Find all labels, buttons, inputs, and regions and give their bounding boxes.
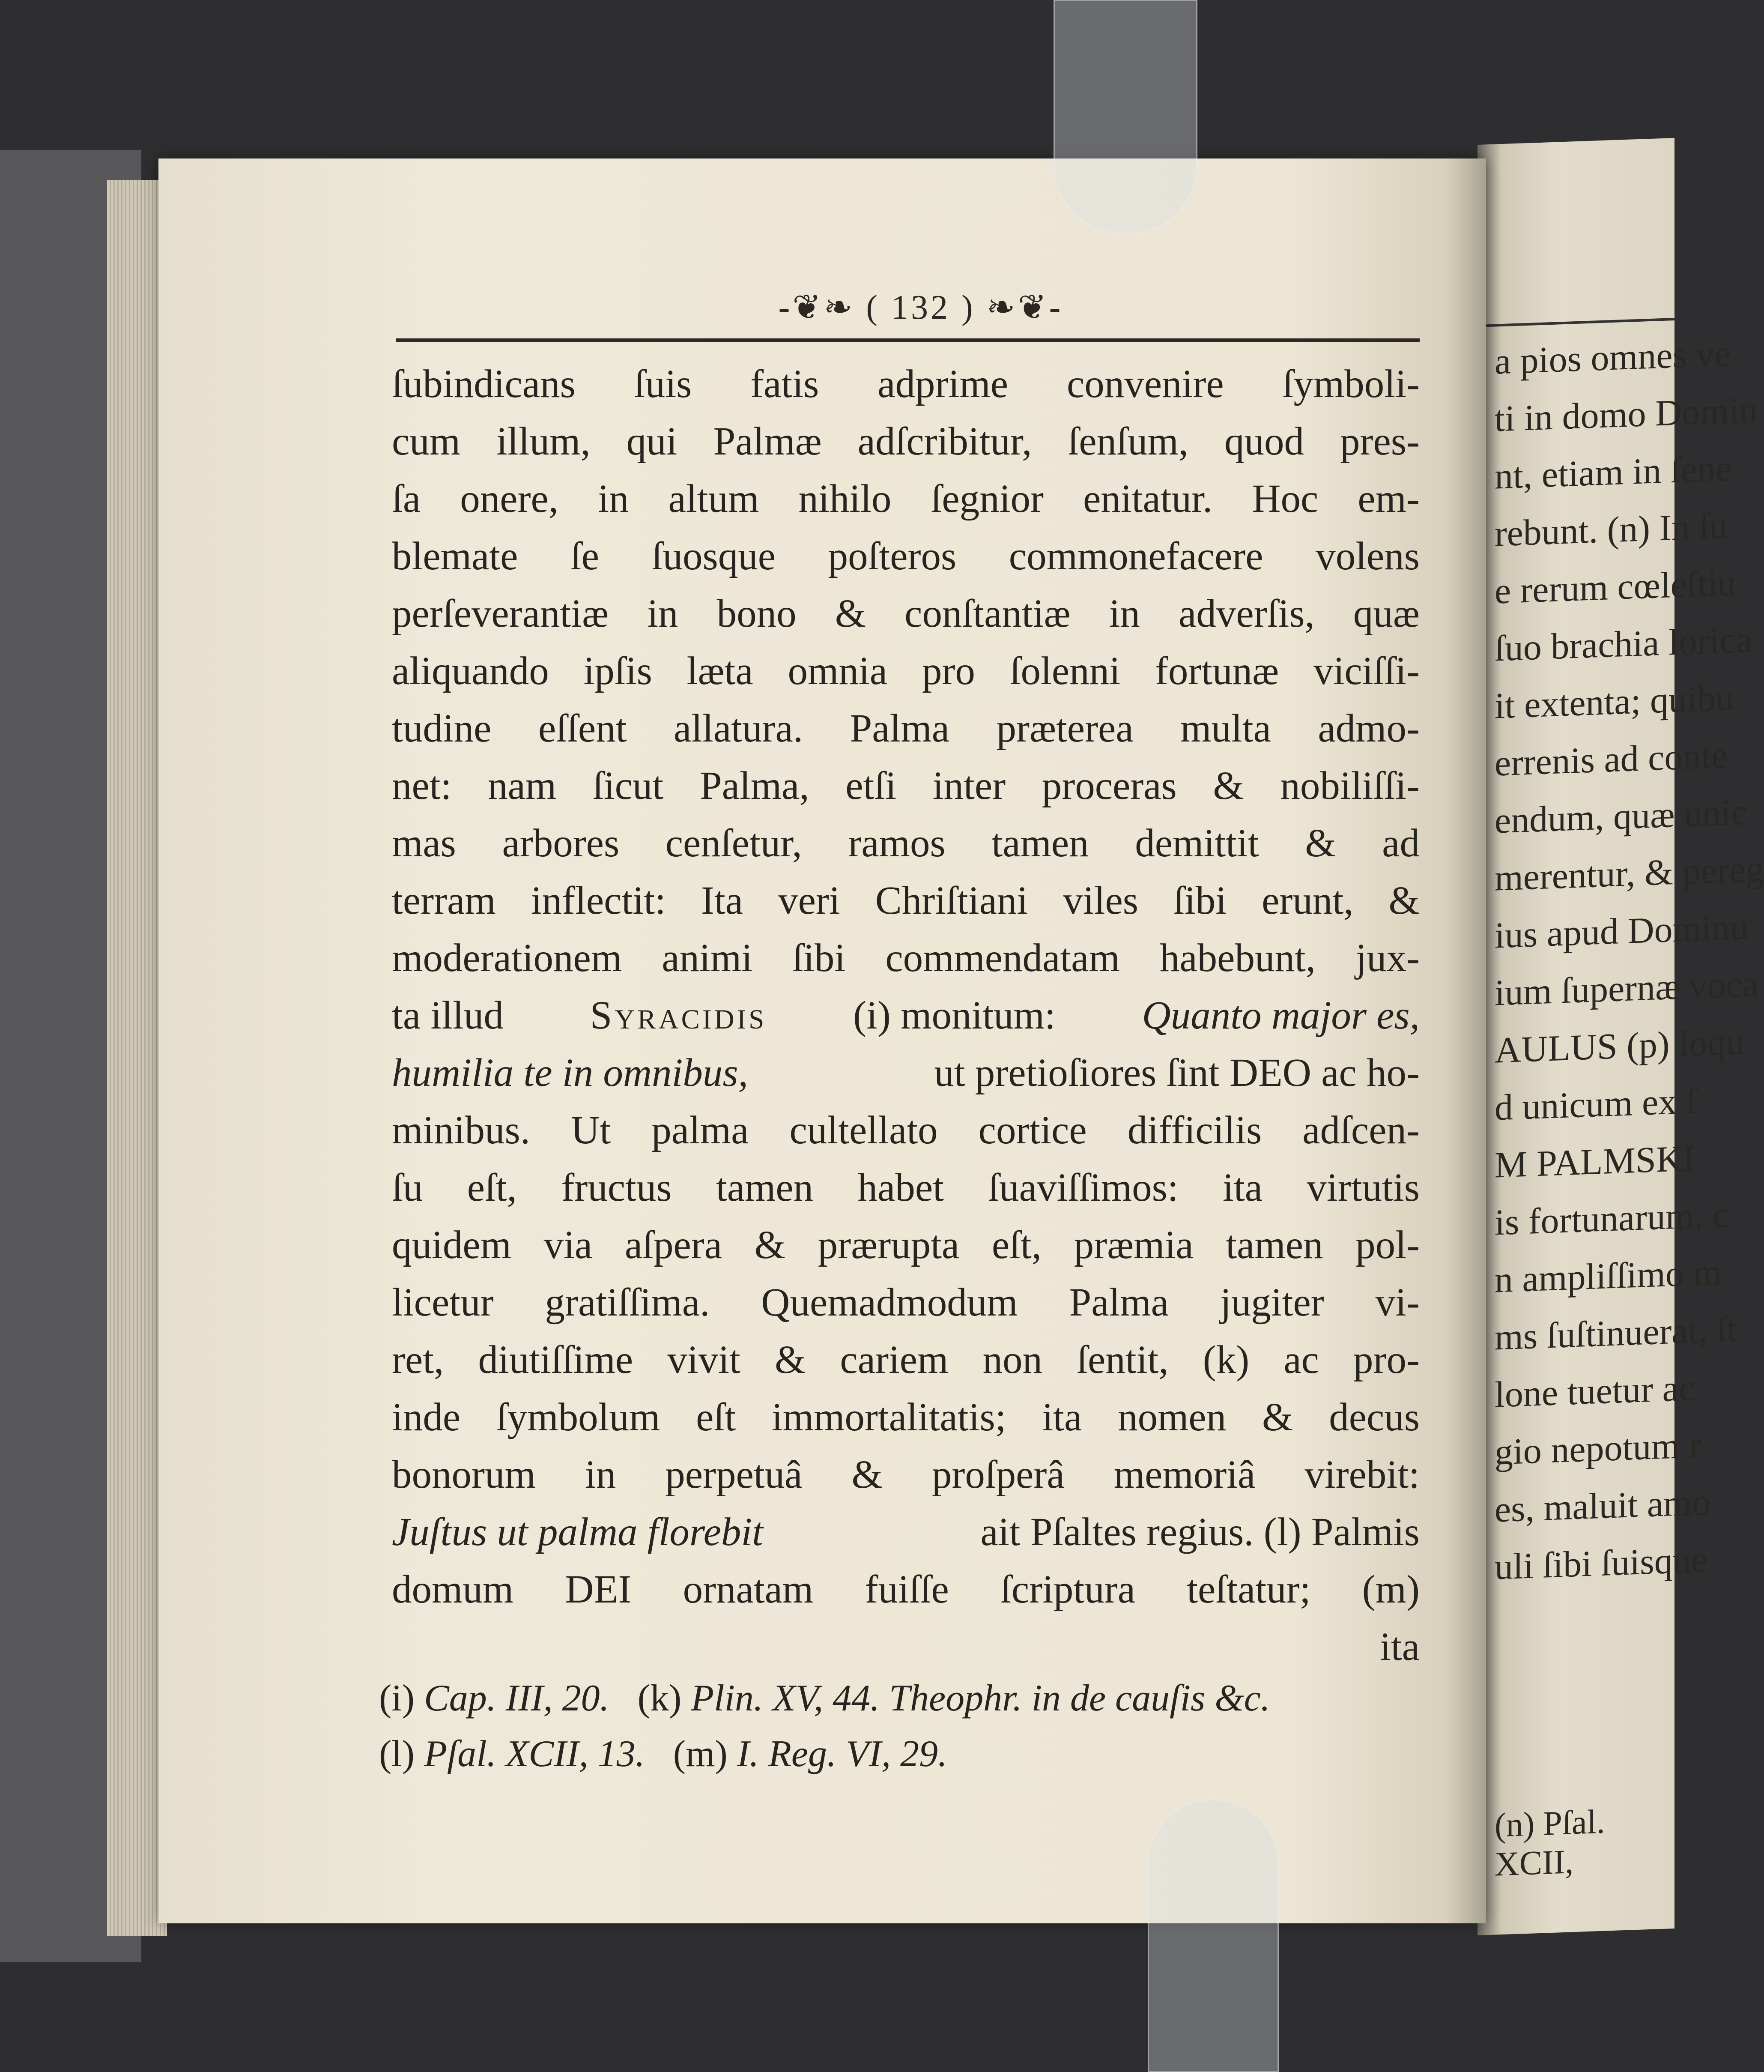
word: (m) [1362,1567,1420,1612]
word: Chriſtiani [875,879,1028,923]
word: nihilo [798,477,892,521]
word: in [585,1453,616,1497]
word: inflectit: [531,879,666,923]
word: enitatur. [1083,477,1213,521]
word: adſcribitur, [857,419,1032,463]
italic-quote: humilia te in omnibus, [392,1051,748,1095]
page-edges [107,180,167,1936]
footnote-marker: (i) [379,1677,415,1719]
word: virtutis [1307,1166,1420,1210]
word: ſolenni [1009,649,1120,693]
word: vi- [1375,1280,1420,1325]
word: multa [1180,706,1271,750]
word: licetur [392,1280,494,1325]
word: Palma [1069,1280,1169,1325]
facing-page-line: ium ſupernæ voca [1495,963,1759,1014]
text-span: ta illud [392,993,504,1037]
word: ad [1382,821,1420,865]
word: habet [857,1166,944,1210]
word: ita [1223,1166,1263,1210]
word: viles [1063,879,1138,923]
word: in [1109,592,1140,636]
facing-page-rule [1477,318,1674,327]
word: Palma [850,706,949,750]
word: illum, [496,419,591,463]
facing-page-line: endum, quæ unic [1495,791,1747,841]
italic-quote: Juſtus ut palma florebit [392,1510,764,1554]
word: qui [626,419,678,463]
word: arbores [502,821,620,865]
facing-page-line: ti in domo Domin [1495,389,1758,440]
word: perpetuâ [665,1453,803,1497]
word: cortice [978,1108,1087,1152]
facing-page [1477,138,1764,1935]
word: cariem [840,1338,949,1382]
word: virebit: [1304,1453,1420,1497]
footnote-ref: Plin. XV, 44. Theophr. in de cauſis &c. [691,1677,1270,1719]
facing-page-line: is fortunarum, c [1495,1193,1729,1243]
text-span: ut pretioſiores ſint DEO ac ho- [934,1051,1420,1095]
word: commonefacere [1009,534,1263,578]
facing-page-line: merentur, & pereg [1495,848,1764,899]
facing-page-line: ms ſuſtinuerat, ſt [1495,1308,1737,1358]
word: onere, [460,477,558,521]
italic-quote: Quanto major es, [1142,993,1420,1037]
word: ſymboli- [1282,362,1420,406]
facing-page-line: es, maluit amo [1495,1481,1710,1530]
word: ipſis [583,649,652,693]
facing-page-text [1477,323,1764,1596]
word: decus [1329,1395,1420,1439]
text-line [392,872,1420,930]
word: ſuaviſſimos: [988,1166,1179,1210]
word: commendatam [885,936,1120,980]
footnote-line-1 [379,1671,1428,1726]
text-line [392,700,1420,757]
word: pres- [1340,419,1420,463]
word: blemate [392,534,518,578]
word: habebunt, [1159,936,1316,980]
word: ac [1283,1338,1319,1382]
word: ſenſum, [1068,419,1189,463]
text-line [392,356,1420,413]
facing-page-line: gio nepotum r [1495,1424,1701,1473]
catchword: ita [1380,1625,1420,1669]
word: tamen [991,821,1089,865]
word: proceras [1042,764,1177,808]
word: ſubindicans [392,362,576,406]
facing-page-line: uli ſibi ſuisque [1495,1539,1707,1588]
word: ornatam [683,1567,814,1612]
word: læta [686,649,753,693]
text-line [392,1561,1420,1618]
word: & [774,1338,806,1382]
text-line [392,987,1420,1044]
word: altum [668,477,759,521]
word: cenſetur, [665,821,802,865]
running-header [728,287,1113,327]
page-clip-bottom [1148,1799,1279,2072]
word: ſicut [592,764,664,808]
word: adverſis, [1179,592,1315,636]
word: pro- [1353,1338,1420,1382]
word: pol- [1355,1223,1420,1267]
word: mas [392,821,456,865]
word: Ita [701,879,743,923]
text-span: (i) monitum: [853,993,1056,1037]
word: ita [1042,1395,1082,1439]
text-line [392,815,1420,872]
word: allatura. [673,706,803,750]
word: net: [392,764,452,808]
word: proſperâ [931,1453,1065,1497]
word: nam [488,764,557,808]
word: quidem [392,1223,511,1267]
word: ſuis [634,362,692,406]
word: & [851,1453,883,1497]
word: palma [651,1108,749,1152]
word: in [598,477,629,521]
text-line [392,1446,1420,1504]
word: Hoc [1252,477,1319,521]
word: vivit [667,1338,740,1382]
word: tamen [1226,1223,1323,1267]
footnote-marker: (m) [673,1733,728,1775]
word: animi [662,936,753,980]
word: cum [392,419,461,463]
word: in [647,592,678,636]
word: ſa [392,477,421,521]
word: fuiſſe [865,1567,949,1612]
word: jux- [1355,936,1420,980]
word: etſi [845,764,897,808]
word: gratiſſima. [545,1280,710,1325]
word: & [1305,821,1336,865]
word: adſcen- [1302,1108,1420,1152]
facing-page-line: ſuo brachia lorica [1495,619,1752,669]
page-number: ( 132 ) [866,289,976,326]
word: & [754,1223,785,1267]
word: prærupta [818,1223,960,1267]
facing-page-line: it extenta; quibu [1495,677,1734,727]
word: adprime [878,362,1008,406]
word: immortalitatis; [771,1395,1006,1439]
text-line [392,643,1420,700]
word: nobiliſſi- [1280,764,1420,808]
word: ſegnior [931,477,1044,521]
text-line [392,930,1420,987]
word: memoriâ [1113,1453,1256,1497]
word: domum [392,1567,514,1612]
word: præmia [1074,1223,1194,1267]
facing-page-line: M PALMSKI [1495,1137,1695,1186]
facing-page-line: errenis ad conte [1495,734,1728,784]
catchword-line [392,1618,1420,1676]
word: admo- [1318,706,1420,750]
facing-page-line: d unicum ex ſ [1495,1080,1696,1128]
text-line [392,470,1420,528]
word: eſt [696,1395,736,1439]
word: cultellato [789,1108,938,1152]
text-line [392,757,1420,815]
word: ret, [392,1338,444,1382]
word: erunt, [1262,879,1354,923]
text-line [392,1102,1420,1159]
word: ſentit, [1077,1338,1169,1382]
word: jugiter [1220,1280,1324,1325]
word: volens [1316,534,1420,578]
word: præterea [996,706,1134,750]
word: aliquando [392,649,549,693]
facing-page-footnote: (n) Pſal. XCII, [1495,1803,1605,1884]
facing-page-line: AULUS (p) loqu [1495,1021,1744,1071]
facing-page-line: rebunt. (n) In ſu [1495,505,1728,554]
text-line [392,1274,1420,1331]
footnote-line-2 [379,1726,1428,1782]
ornament-right: ❧❦- [986,289,1063,326]
word: moderationem [392,936,622,980]
footnote-ref: I. Reg. VI, 29. [737,1733,948,1775]
word: aſpera [624,1223,722,1267]
facing-page-line: a pios omnes ve [1495,332,1731,382]
word: fatis [750,362,819,406]
word: inde [392,1395,461,1439]
word: tudine [392,706,492,750]
word: conſtantiæ [904,592,1071,636]
text-span: ait Pſaltes regius. (l) Palmis [980,1510,1420,1554]
word: eſt, [467,1166,517,1210]
word: fortunæ [1155,649,1279,693]
word: pro [922,649,975,693]
word: ſuosque [651,534,776,578]
word: ramos [848,821,946,865]
text-line [392,1217,1420,1274]
word: ſe [570,534,600,578]
word: eſſent [538,706,627,750]
word: ſcriptura [1000,1567,1135,1612]
word: em- [1358,477,1420,521]
word: Palma, [699,764,809,808]
word: quod [1224,419,1304,463]
facing-page-line: ius apud Dominu [1495,906,1749,956]
word: eſt, [991,1223,1042,1267]
word: & [1388,879,1420,923]
word: & [1262,1395,1293,1439]
facing-page-line: n ampliſſimo m [1495,1251,1722,1301]
word: terram [392,879,496,923]
word: ſibi [1173,879,1227,923]
word: & [835,592,866,636]
text-line [392,1331,1420,1389]
word: via [543,1223,593,1267]
word: perſeverantiæ [392,592,609,636]
word: diutiſſime [478,1338,633,1382]
word: teſtatur; [1187,1567,1311,1612]
body-text [392,356,1420,1676]
text-line [392,1159,1420,1217]
facing-page-line: nt, etiam in ſene [1495,447,1732,497]
page-clip-top [1054,0,1197,234]
footnote-ref: Cap. III, 20. [424,1677,609,1719]
word: ſymbolum [496,1395,660,1439]
text-line [392,413,1420,470]
word: tamen [716,1166,814,1210]
footnote-ref: Pſal. XCII, 13. [424,1733,645,1775]
word: poſteros [828,534,957,578]
text-line [392,585,1420,643]
word: demittit [1135,821,1259,865]
footnote-marker: (l) [379,1733,415,1775]
word: Quemadmodum [761,1280,1018,1325]
word: ſibi [792,936,846,980]
small-caps-name: Syracidis [590,993,767,1037]
word: minibus. [392,1108,530,1152]
word: convenire [1066,362,1224,406]
facing-page-line: e rerum cœleſtiu [1495,562,1736,612]
word: quæ [1353,592,1420,636]
ornament-left: -❦❧ [778,289,855,326]
word: omnia [788,649,887,693]
word: inter [932,764,1006,808]
word: bonorum [392,1453,536,1497]
word: DEI [565,1567,632,1612]
word: ſu [392,1166,423,1210]
word: fructus [561,1166,672,1210]
footnote-marker: (k) [637,1677,682,1719]
word: viciſſi- [1313,649,1420,693]
word: difficilis [1127,1108,1262,1152]
header-rule [396,338,1420,342]
text-line [392,1504,1420,1561]
text-line [392,1389,1420,1446]
word: Ut [571,1108,611,1152]
text-line [392,1044,1420,1102]
word: bono [716,592,797,636]
word: (k) [1203,1338,1250,1382]
word: Palmæ [713,419,822,463]
word: non [982,1338,1043,1382]
word: veri [778,879,840,923]
facing-page-line: lone tuetur ac [1495,1367,1695,1415]
text-line [392,528,1420,585]
word: nomen [1118,1395,1227,1439]
word: & [1213,764,1244,808]
